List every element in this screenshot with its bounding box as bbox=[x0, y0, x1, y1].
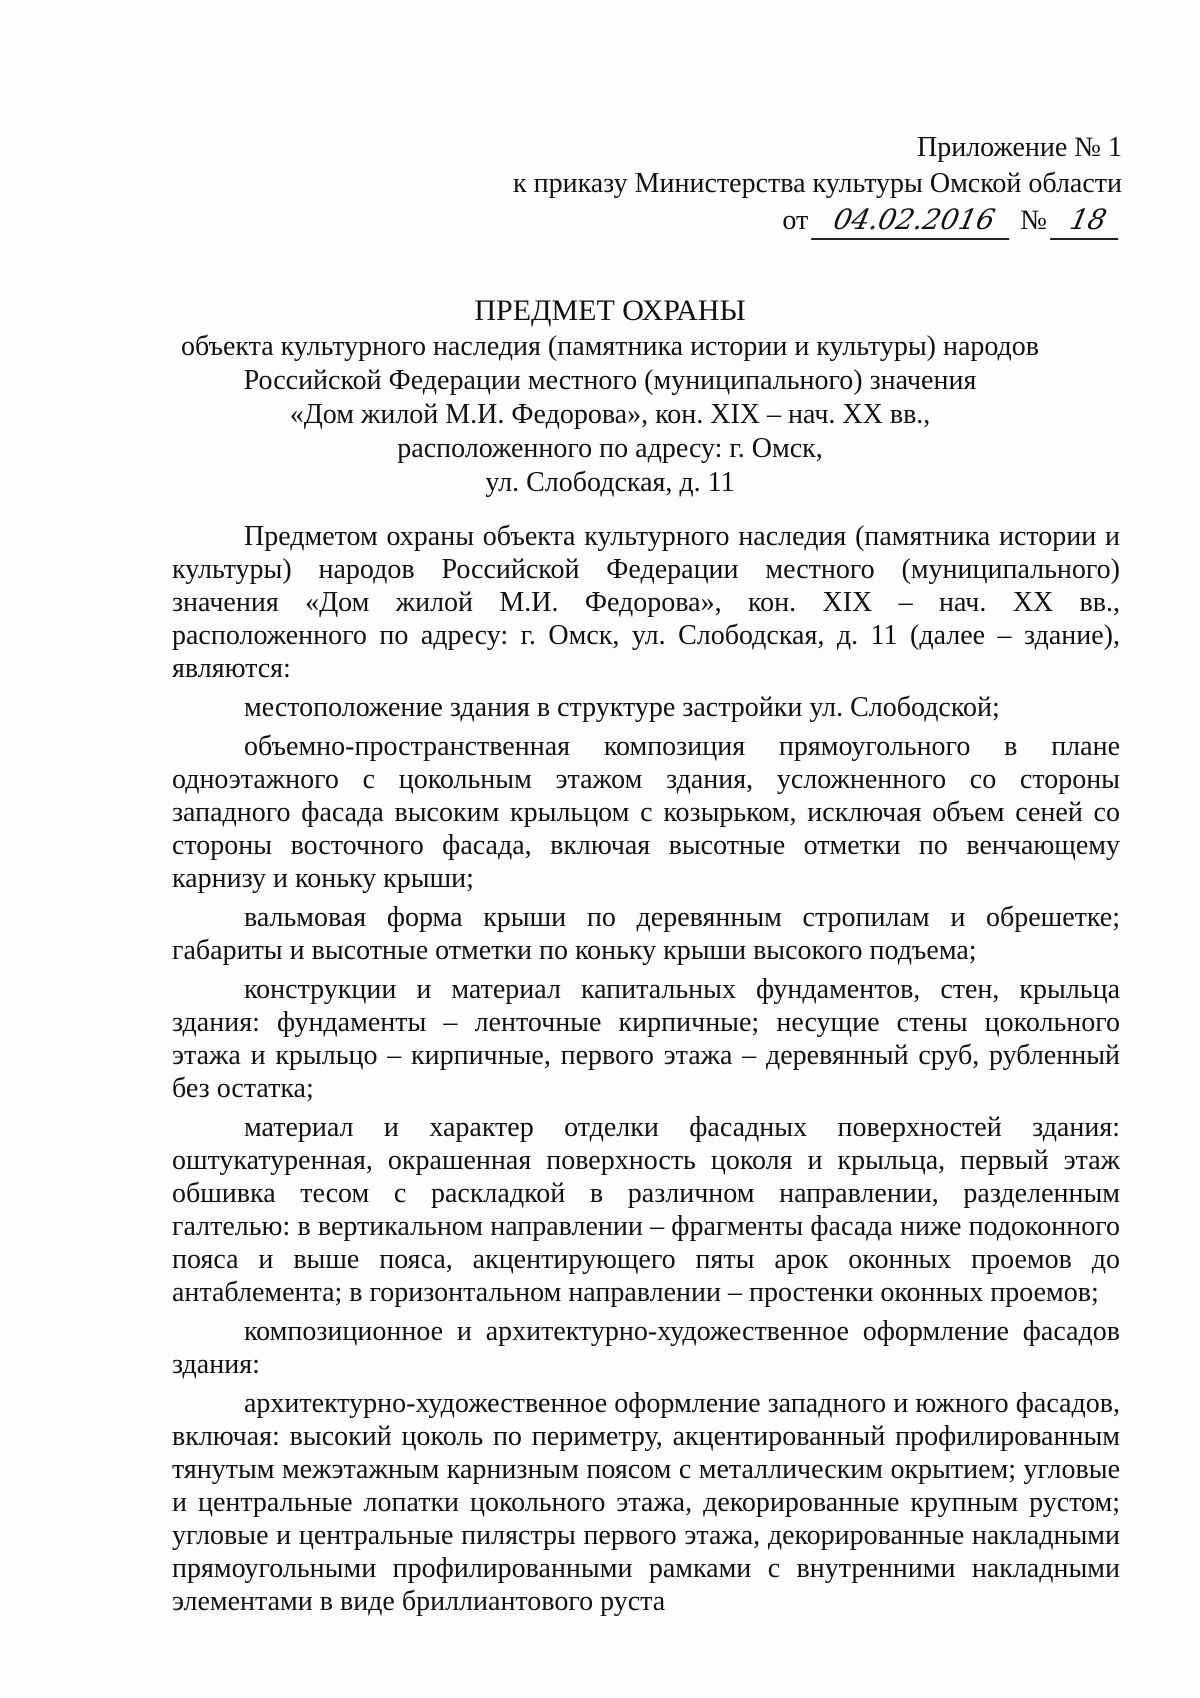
body-paragraph: местоположение здания в структуре застройки ул. Слободской; bbox=[244, 692, 1000, 723]
heading-line: «Дом жилой М.И. Федорова», кон. XIX – нач. XX вв., bbox=[289, 399, 931, 430]
body-paragraph: Предметом охраны объекта культурного наследия (памятника истории и культуры) народов Российской Федерации местного (муниципального) значения «Дом жилой М.И. Федорова», кон. XIX – нач. XX вв., расположенного по адресу: г. Омск, ул. Слободская, д. 11 (далее – здание), являются: bbox=[172, 521, 1120, 684]
appendix-order-ref: к приказу Министерства культуры Омской области bbox=[513, 168, 1122, 199]
date-prefix: от bbox=[782, 205, 809, 236]
body-paragraph: композиционное и архитектурно-художественное оформление фасадов здания: bbox=[172, 1316, 1120, 1380]
heading-line: расположенного по адресу: г. Омск, bbox=[397, 433, 823, 464]
body-paragraph: объемно-пространственная композиция прямоугольного в плане одноэтажного с цокольным этажом здания, усложненного со стороны западного фасада высоким крыльцом с козырьком, исключая объем сеней со стороны восточного фасада, включая высотные отметки по венчающему карнизу и коньку крыши; bbox=[172, 731, 1120, 894]
body-paragraph: архитектурно-художественное оформление западного и южного фасадов, включая: высокий цоколь по периметру, акцентированный профилированным тянутым межэтажным карнизным поясом с металлическим окрытием; угловые и центральные лопатки цокольного этажа, декорированные крупным рустом; угловые и центральные пилястры первого этажа, декорированные накладными прямоугольными профилированными рамками с внутренними накладными элементами в виде бриллиантового руста bbox=[172, 1388, 1120, 1617]
body-paragraph: вальмовая форма крыши по деревянным стропилам и обрешетке; габариты и высотные отметки по коньку крыши высокого подъема; bbox=[172, 902, 1120, 966]
appendix-title: Приложение № 1 bbox=[917, 132, 1122, 163]
document-title: ПРЕДМЕТ ОХРАНЫ bbox=[474, 294, 746, 327]
heading-line: ул. Слободская, д. 11 bbox=[485, 467, 735, 498]
document-body bbox=[172, 520, 1120, 1624]
heading-block bbox=[150, 292, 1070, 500]
appendix-block bbox=[513, 130, 1122, 240]
heading-line: объекта культурного наследия (памятника истории и культуры) народов bbox=[180, 331, 1040, 362]
body-paragraph: конструкции и материал капитальных фундаментов, стен, крыльца здания: фундаменты – ленточные кирпичные; несущие стены цокольного этажа и крыльцо – кирпичные, первого этажа – деревянный сруб, рубленный без остатка; bbox=[172, 974, 1120, 1104]
handwritten-number: 18 bbox=[1050, 202, 1126, 240]
appendix-date-line bbox=[513, 202, 1122, 240]
number-prefix: № bbox=[1020, 205, 1047, 236]
body-paragraph: материал и характер отделки фасадных поверхностей здания: оштукатуренная, окрашенная поверхность цоколя и крыльца, первый этаж обшивка тесом с раскладкой в различном направлении, разделенным галтелью: в вертикальном направлении – фрагменты фасада ниже подоконного пояса и выше пояса, акцентирующего пяты арок оконных проемов до антаблемента; в горизонтальном направлении – простенки оконных проемов; bbox=[172, 1112, 1120, 1308]
handwritten-date: 04.02.2016 bbox=[811, 202, 1017, 240]
heading-line: Российской Федерации местного (муниципального) значения bbox=[243, 365, 977, 396]
